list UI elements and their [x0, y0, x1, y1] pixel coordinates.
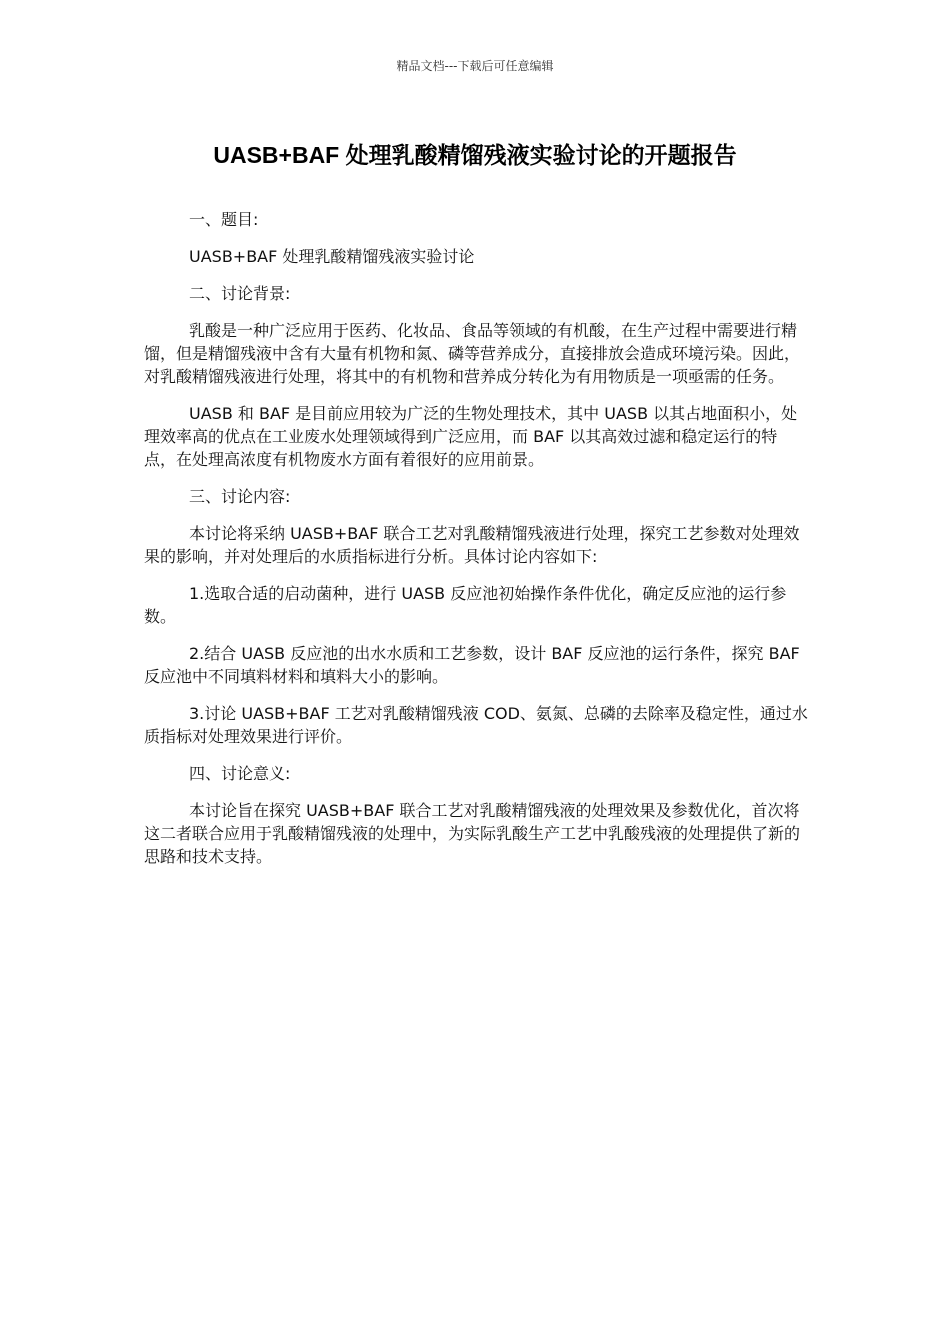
- content-item-3: 3.讨论 UASB+BAF 工艺对乳酸精馏残液 COD、氨氮、总磷的去除率及稳定性，通过水质指标对处理效果进行评价。: [144, 704, 808, 746]
- section-heading-content: 三、讨论内容:: [189, 487, 291, 506]
- section-heading-significance: 四、讨论意义:: [189, 764, 291, 783]
- content-paragraph-1: 本讨论将采纳 UASB+BAF 联合工艺对乳酸精馏残液进行处理，探究工艺参数对处理效果的影响，并对处理后的水质指标进行分析。具体讨论内容如下:: [144, 524, 800, 566]
- document-body: [144, 208, 808, 882]
- section-heading-background: 二、讨论背景:: [189, 284, 291, 303]
- significance-paragraph-1: 本讨论旨在探究 UASB+BAF 联合工艺对乳酸精馏残液的处理效果及参数优化，首次将这二者联合应用于乳酸精馏残液的处理中，为实际乳酸生产工艺中乳酸残液的处理提供了新的思路和技术支持。: [144, 801, 801, 866]
- background-paragraph-2: UASB 和 BAF 是目前应用较为广泛的生物处理技术，其中 UASB 以其占地面积小，处理效率高的优点在工业废水处理领域得到广泛应用，而 BAF 以其高效过滤和稳定运行的特点，在处理高浓度有机物废水方面有着很好的应用前景。: [144, 404, 798, 469]
- background-paragraph-1: 乳酸是一种广泛应用于医药、化妆品、食品等领域的有机酸，在生产过程中需要进行精馏，但是精馏残液中含有大量有机物和氮、磷等营养成分，直接排放会造成环境污染。因此，对乳酸精馏残液进行处理，将其中的有机物和营养成分转化为有用物质是一项亟需的任务。: [144, 321, 801, 386]
- content-item-2: 2.结合 UASB 反应池的出水水质和工艺参数，设计 BAF 反应池的运行条件，探究 BAF 反应池中不同填料材料和填料大小的影响。: [144, 644, 800, 686]
- content-item-1: 1.选取合适的启动菌种，进行 UASB 反应池初始操作条件优化，确定反应池的运行参数。: [144, 584, 787, 626]
- section-heading-topic: 一、题目:: [189, 210, 259, 229]
- document-title: UASB+BAF 处理乳酸精馏残液实验讨论的开题报告: [213, 142, 737, 168]
- header-note: 精品文档---下载后可任意编辑: [396, 59, 554, 73]
- topic-text: UASB+BAF 处理乳酸精馏残液实验讨论: [189, 247, 475, 266]
